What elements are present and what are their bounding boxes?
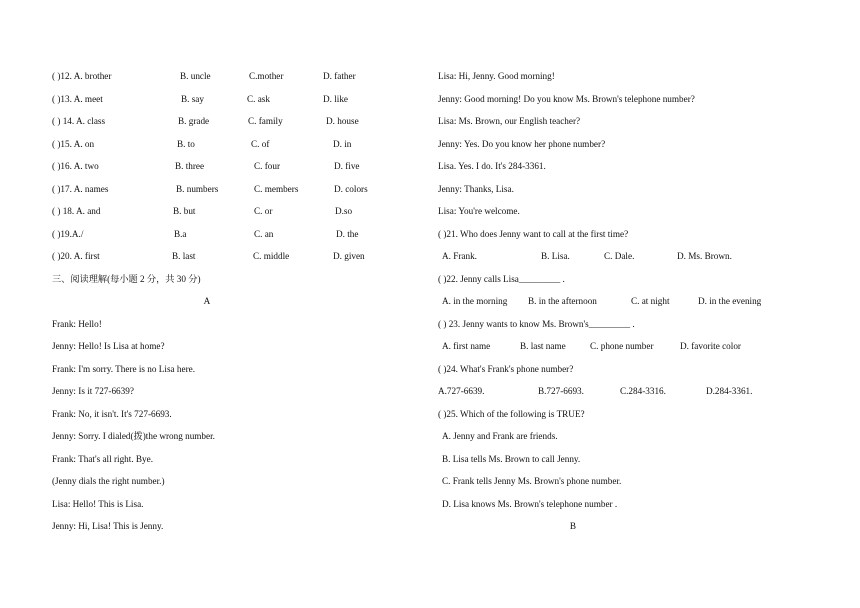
question-22-stem: ( )22. Jenny calls Lisa_________ . xyxy=(438,274,565,284)
dialogue-line: Lisa: You're welcome. xyxy=(438,206,520,216)
option-d: D. in the evening xyxy=(698,296,762,306)
option-d: D. five xyxy=(334,161,360,171)
option-b: B. in the afternoon xyxy=(528,296,597,306)
option-c: C. Frank tells Jenny Ms. Brown's phone number. xyxy=(442,476,622,486)
option-d: D. in xyxy=(333,139,352,149)
dialogue-line: Jenny: Hi, Lisa! This is Jenny. xyxy=(52,521,164,531)
option-b: B. say xyxy=(181,94,204,104)
dialogue-line: Frank: That's all right. Bye. xyxy=(52,454,154,464)
option-d: D. Lisa knows Ms. Brown's telephone number . xyxy=(442,499,618,509)
question-15 xyxy=(52,137,452,151)
option-b: B. uncle xyxy=(180,71,211,81)
question-19 xyxy=(52,227,452,241)
option-d: D. the xyxy=(336,229,359,239)
question-12 xyxy=(52,69,452,83)
option-c: C. four xyxy=(254,161,281,171)
option-b: B. Lisa tells Ms. Brown to call Jenny. xyxy=(442,454,581,464)
question-18 xyxy=(52,204,452,218)
option-d: D. given xyxy=(333,251,365,261)
question-14 xyxy=(52,114,452,128)
option-c: C. members xyxy=(254,184,299,194)
question-17 xyxy=(52,182,452,196)
option-b: B. last name xyxy=(520,341,566,351)
option-d: D. colors xyxy=(334,184,368,194)
question-stem: ( )15. A. on xyxy=(52,139,95,149)
option-b: B. numbers xyxy=(176,184,219,194)
question-21-options xyxy=(438,249,838,263)
option-d: D. Ms. Brown. xyxy=(677,251,732,261)
dialogue-line: Jenny: Thanks, Lisa. xyxy=(438,184,514,194)
question-22-options xyxy=(438,294,838,308)
section-title: 三、阅读理解(每小题 2 分，共 30 分) xyxy=(52,274,201,284)
question-stem: ( )16. A. two xyxy=(52,161,99,171)
option-c: C. middle xyxy=(253,251,290,261)
left-column xyxy=(52,0,452,608)
dialogue-line: Lisa: Hello! This is Lisa. xyxy=(52,499,144,509)
passage-b-label: B xyxy=(569,521,577,531)
passage-a-label: A xyxy=(203,296,211,306)
question-stem: ( )12. A. brother xyxy=(52,71,112,81)
option-b: B. three xyxy=(175,161,205,171)
option-c: C. at night xyxy=(631,296,670,306)
dialogue-line: Frank: No, it isn't. It's 727-6693. xyxy=(52,409,172,419)
question-21-stem: ( )21. Who does Jenny want to call at the first time? xyxy=(438,229,629,239)
dialogue-line: (Jenny dials the right number.) xyxy=(52,476,165,486)
question-23-stem: ( ) 23. Jenny wants to know Ms. Brown's_________ . xyxy=(438,319,635,329)
question-stem: ( ) 14. A. class xyxy=(52,116,106,126)
option-a: A. in the morning xyxy=(442,296,508,306)
question-stem: ( )19.A./ xyxy=(52,229,84,239)
question-20 xyxy=(52,249,452,263)
question-24-stem: ( )24. What's Frank's phone number? xyxy=(438,364,574,374)
option-c: C. or xyxy=(254,206,273,216)
option-c: C. Dale. xyxy=(604,251,635,261)
option-a: A.727-6639. xyxy=(438,386,485,396)
dialogue-line: Lisa: Ms. Brown, our English teacher? xyxy=(438,116,581,126)
dialogue-line: Lisa: Hi, Jenny. Good morning! xyxy=(438,71,555,81)
question-23-options xyxy=(438,339,838,353)
question-stem: ( )17. A. names xyxy=(52,184,109,194)
option-d: D. house xyxy=(326,116,359,126)
option-c: C. phone number xyxy=(590,341,654,351)
dialogue-line: Lisa. Yes. I do. It's 284-3361. xyxy=(438,161,546,171)
option-c: C.mother xyxy=(249,71,284,81)
option-b: B.727-6693. xyxy=(538,386,584,396)
question-stem: ( )20. A. first xyxy=(52,251,100,261)
dialogue-line: Jenny: Yes. Do you know her phone number? xyxy=(438,139,606,149)
option-b: B. grade xyxy=(178,116,210,126)
question-stem: ( ) 18. A. and xyxy=(52,206,101,216)
option-a: A. Jenny and Frank are friends. xyxy=(442,431,558,441)
option-c: C.284-3316. xyxy=(620,386,666,396)
dialogue-line: Frank: I'm sorry. There is no Lisa here. xyxy=(52,364,196,374)
option-d: D.so xyxy=(335,206,353,216)
question-16 xyxy=(52,159,452,173)
question-24-options xyxy=(438,384,838,398)
dialogue-line: Jenny: Hello! Is Lisa at home? xyxy=(52,341,165,351)
option-a: A. first name xyxy=(442,341,491,351)
question-stem: ( )13. A. meet xyxy=(52,94,103,104)
option-c: C. ask xyxy=(247,94,270,104)
option-b: B.a xyxy=(174,229,187,239)
option-c: C. family xyxy=(248,116,283,126)
option-d: D. favorite color xyxy=(680,341,741,351)
question-25-stem: ( )25. Which of the following is TRUE? xyxy=(438,409,585,419)
dialogue-line: Frank: Hello! xyxy=(52,319,102,329)
option-b: B. last xyxy=(172,251,196,261)
option-c: C. of xyxy=(251,139,270,149)
option-b: B. Lisa. xyxy=(541,251,570,261)
option-b: B. to xyxy=(177,139,195,149)
dialogue-line: Jenny: Good morning! Do you know Ms. Brown's telephone number? xyxy=(438,94,695,104)
option-d: D. like xyxy=(323,94,349,104)
option-b: B. but xyxy=(173,206,196,216)
dialogue-line: Jenny: Is it 727-6639? xyxy=(52,386,134,396)
question-13 xyxy=(52,92,452,106)
option-d: D. father xyxy=(323,71,356,81)
option-d: D.284-3361. xyxy=(706,386,753,396)
option-c: C. an xyxy=(254,229,274,239)
right-column xyxy=(438,0,838,608)
dialogue-line: Jenny: Sorry. I dialed(拨)the wrong number. xyxy=(52,431,215,441)
option-a: A. Frank. xyxy=(442,251,477,261)
